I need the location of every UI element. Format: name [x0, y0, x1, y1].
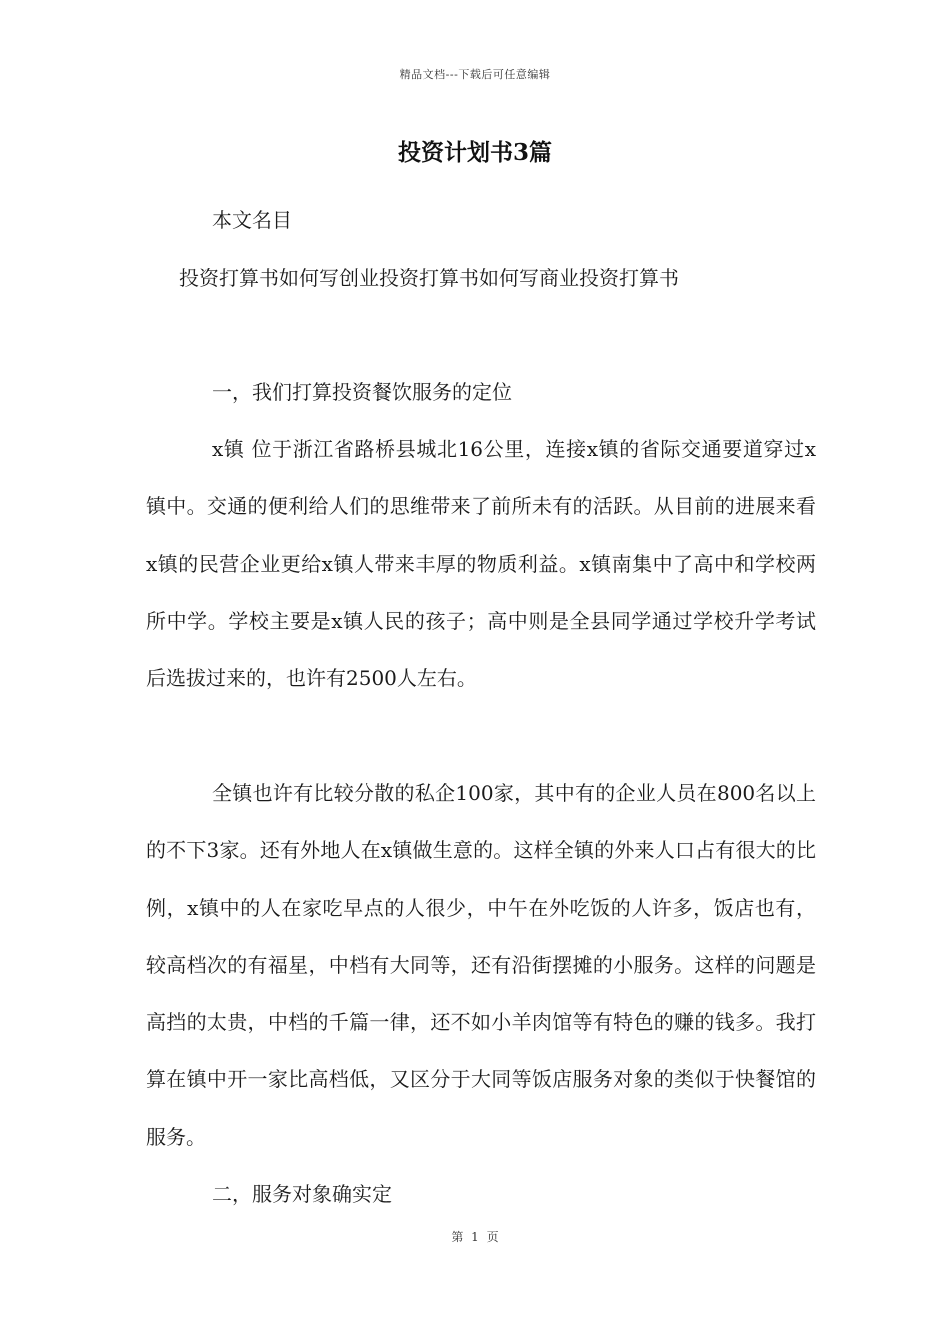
- document-title: 投资计划书3篇: [397, 139, 552, 166]
- section-heading-2: 二，服务对象确实定: [212, 1182, 392, 1206]
- paragraph-2: 全镇也许有比较分散的私企100家，其中有的企业人员在800名以上的不下3家。还有外地人在x镇做生意的。这样全镇的外来人口占有很大的比例，x镇中的人在家吃早点的人很少，中午在外吃饭的人许多，饭店也有，较高档次的有福星，中档有大同等，还有沿街摆摊的小服务。这样的问题是高挡的太贵，中档的千篇一律，还不如小羊肉馆等有特色的赚的钱多。我打算在镇中开一家比高档低，又区分于大同等饭店服务对象的类似于快餐馆的服务。: [146, 781, 816, 1149]
- toc-line: 投资打算书如何写创业投资打算书如何写商业投资打算书: [179, 266, 679, 290]
- paragraph-1: x镇 位于浙江省路桥县城北16公里，连接x镇的省际交通要道穿过x镇中。交通的便利给人们的思维带来了前所未有的活跃。从目前的进展来看x镇的民营企业更给x镇人带来丰厚的物质利益。x镇南集中了高中和学校两所中学。学校主要是x镇人民的孩子；高中则是全县同学通过学校升学考试后选拔过来的，也许有2500人左右。: [146, 437, 816, 691]
- section-heading-1: 一，我们打算投资餐饮服务的定位: [212, 380, 512, 404]
- toc-heading: 本文名目: [212, 208, 292, 232]
- header-note: 精品文档---下载后可任意编辑: [399, 68, 551, 81]
- page-number: 第 1 页: [451, 1230, 499, 1244]
